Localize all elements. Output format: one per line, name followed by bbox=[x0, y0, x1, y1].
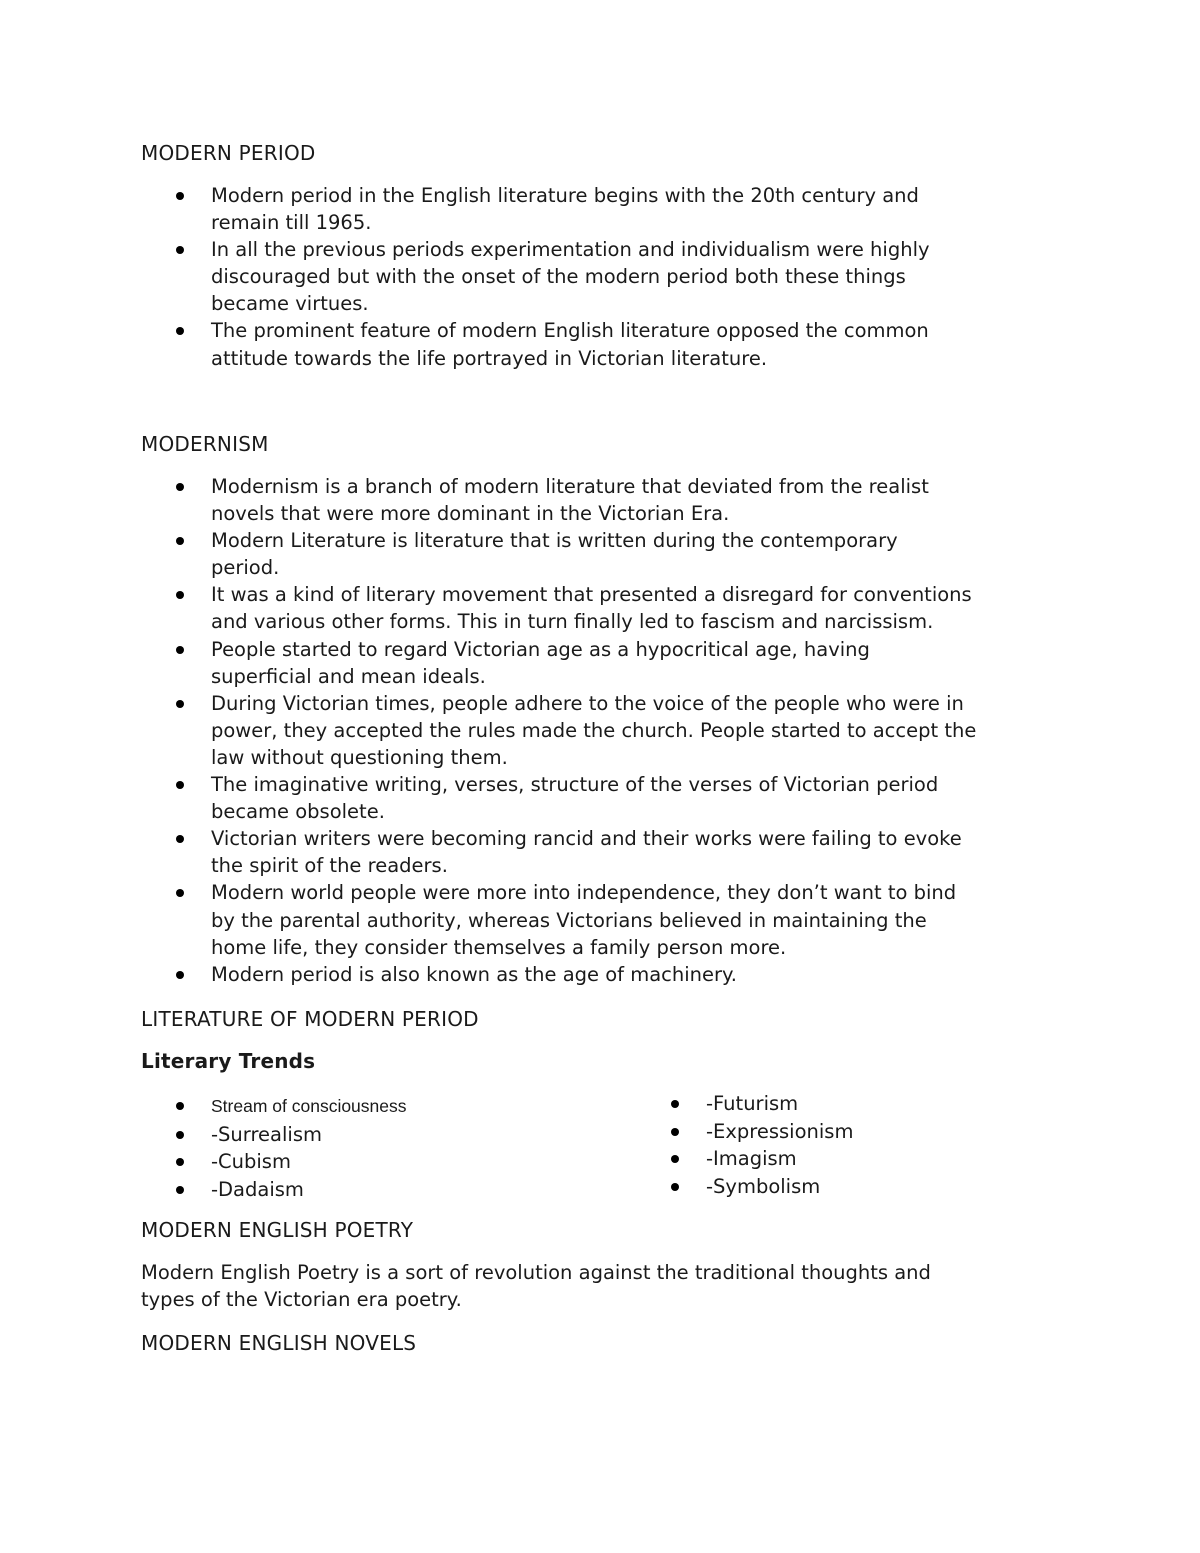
subheading-literary-trends: Literary Trends bbox=[141, 1049, 316, 1073]
bullet-icon bbox=[176, 1186, 184, 1194]
bullet-icon bbox=[176, 781, 184, 789]
bullet-icon bbox=[176, 192, 184, 200]
list-item: Modern world people were more into independence, they don’t want to bind by the parental authority, whereas Victorians believed in maintaining the home life, they consider themselves a family person more. bbox=[141, 879, 1071, 960]
list-item: The prominent feature of modern English literature opposed the common attitude towards the life portrayed in Victorian literature. bbox=[141, 317, 1071, 371]
trends-right-list bbox=[671, 1090, 853, 1200]
list-item: Modern period is also known as the age of machinery. bbox=[141, 961, 1071, 988]
bullet-icon bbox=[176, 1158, 184, 1166]
list-item: In all the previous periods experimentation and individualism were highly discouraged but with the onset of the modern period both these things became virtues. bbox=[141, 236, 1071, 317]
list-item: It was a kind of literary movement that presented a disregard for conventions and various other forms. This in turn finally led to fascism and narcissism. bbox=[141, 581, 1071, 635]
bullet-icon bbox=[671, 1128, 679, 1136]
list-item: Victorian writers were becoming rancid and their works were failing to evoke the spirit of the readers. bbox=[141, 825, 1071, 879]
trends-left-list bbox=[176, 1092, 407, 1203]
list-item: The imaginative writing, verses, structure of the verses of Victorian period became obsolete. bbox=[141, 771, 1071, 825]
heading-modern-period: MODERN PERIOD bbox=[141, 141, 316, 165]
modernism-list bbox=[141, 473, 1071, 988]
bullet-icon bbox=[176, 327, 184, 335]
list-item: Stream of consciousness bbox=[176, 1092, 407, 1121]
bullet-icon bbox=[176, 1102, 184, 1110]
bullet-icon bbox=[176, 835, 184, 843]
list-item: Modern Literature is literature that is written during the contemporary period. bbox=[141, 527, 1071, 581]
bullet-icon bbox=[176, 591, 184, 599]
list-item: During Victorian times, people adhere to the voice of the people who were in power, they accepted the rules made the church. People started to accept the law without questioning them. bbox=[141, 690, 1071, 771]
list-item: -Expressionism bbox=[671, 1118, 853, 1146]
bullet-icon bbox=[176, 889, 184, 897]
heading-literature-of-modern-period: LITERATURE OF MODERN PERIOD bbox=[141, 1007, 479, 1031]
list-item: Modern period in the English literature begins with the 20th century and remain till 1965. bbox=[141, 182, 1071, 236]
bullet-icon bbox=[671, 1100, 679, 1108]
list-item: -Surrealism bbox=[176, 1121, 407, 1149]
list-item: -Imagism bbox=[671, 1145, 853, 1173]
bullet-icon bbox=[176, 537, 184, 545]
heading-modern-english-novels: MODERN ENGLISH NOVELS bbox=[141, 1331, 417, 1355]
bullet-icon bbox=[176, 1131, 184, 1139]
bullet-icon bbox=[176, 483, 184, 491]
list-item: -Symbolism bbox=[671, 1173, 853, 1201]
list-item: -Dadaism bbox=[176, 1176, 407, 1204]
list-item: -Futurism bbox=[671, 1090, 853, 1118]
bullet-icon bbox=[176, 646, 184, 654]
bullet-icon bbox=[176, 246, 184, 254]
heading-modernism: MODERNISM bbox=[141, 432, 269, 456]
poetry-paragraph: Modern English Poetry is a sort of revolution against the traditional thoughts and types of the Victorian era poetry. bbox=[141, 1261, 931, 1312]
list-item: -Cubism bbox=[176, 1148, 407, 1176]
list-item: Modernism is a branch of modern literature that deviated from the realist novels that were more dominant in the Victorian Era. bbox=[141, 473, 1071, 527]
bullet-icon bbox=[671, 1183, 679, 1191]
bullet-icon bbox=[671, 1155, 679, 1163]
bullet-icon bbox=[176, 700, 184, 708]
modern-period-list bbox=[141, 182, 1071, 372]
bullet-icon bbox=[176, 971, 184, 979]
heading-modern-english-poetry: MODERN ENGLISH POETRY bbox=[141, 1218, 414, 1242]
list-item: People started to regard Victorian age as a hypocritical age, having superficial and mean ideals. bbox=[141, 636, 1071, 690]
